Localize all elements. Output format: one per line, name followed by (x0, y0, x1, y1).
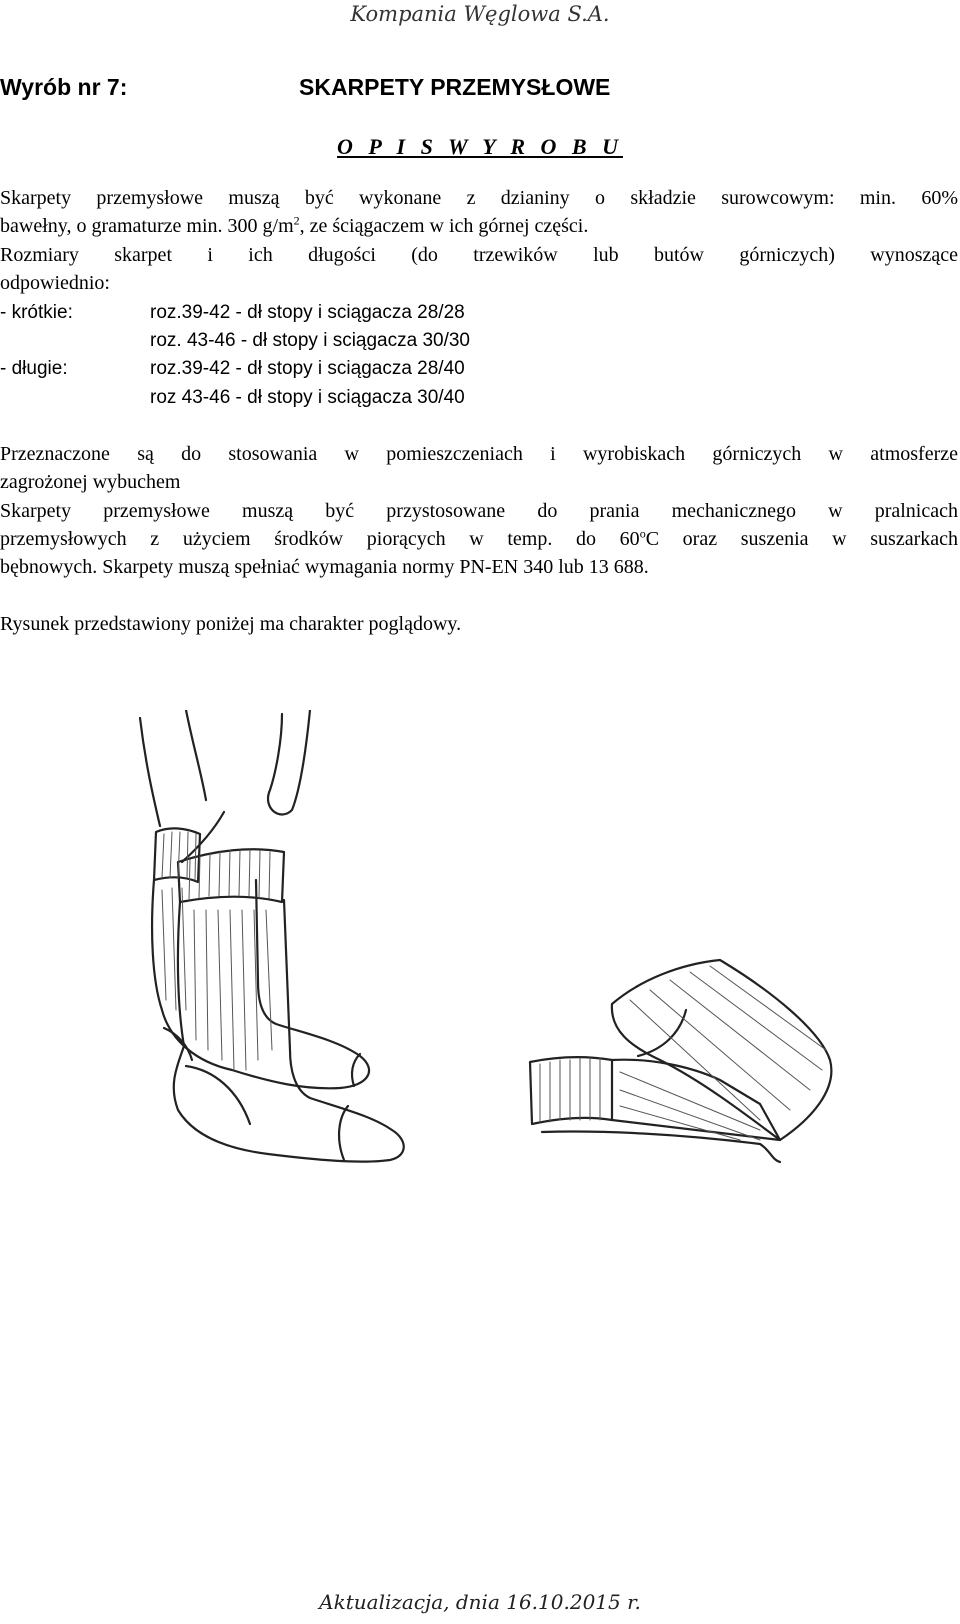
back-sock-heel (164, 1028, 192, 1060)
usage-line-1: Przeznaczone są do stosowania w pomieszczeniach i wyrobiskach górniczych w atmosferze (0, 443, 958, 465)
description-line-1: Skarpety przemysłowe muszą być wykonane z dzianiny o składzie surowcowym: min. 60% (0, 187, 958, 209)
usage-line-5: bębnowych. Skarpety muszą spełniać wymagania normy PN-EN 340 lub 13 688. (0, 556, 649, 578)
size-row (0, 355, 700, 383)
socks-illustration-icon (0, 710, 960, 1230)
size-row (0, 384, 700, 412)
back-leg-outline (186, 710, 206, 800)
superscript-squared: 2 (293, 213, 300, 228)
size-value: roz. 43-46 - dł stopy i sciągacza 30/30 (150, 330, 471, 351)
size-value: roz 43-46 - dł stopy i sciągacza 30/40 (150, 387, 465, 408)
product-name: SKARPETY PRZEMYSŁOWE (299, 74, 611, 100)
front-sock-cuff (178, 849, 284, 902)
front-leg-outline (268, 710, 310, 814)
company-header: Kompania Węglowa S.A. (350, 2, 610, 26)
size-row (0, 327, 700, 355)
folded-sock-heel (638, 1010, 686, 1056)
front-sock-toe (339, 1106, 348, 1160)
description-line-2-tail: , ze ściągaczem w ich górnej części. (299, 215, 589, 237)
footer-update-date: Aktualizacja, dnia 16.10.2015 r. (319, 1590, 641, 1614)
size-value: roz.39-42 - dł stopy i sciągacza 28/28 (150, 302, 465, 323)
description-line-3: Rozmiary skarpet i ich długości (do trzewików lub butów górniczych) wynoszące (0, 244, 958, 266)
size-value: roz.39-42 - dł stopy i sciągacza 28/40 (150, 358, 465, 379)
back-sock-cuff (154, 828, 200, 882)
usage-line-4-tail: C oraz suszenia w suszarkach (645, 528, 959, 550)
back-sock-body (152, 880, 369, 1088)
usage-line-4-text: przemysłowych z użyciem środków piorących w temp. do 60 (0, 528, 640, 550)
size-label: - krótkie: (0, 302, 73, 323)
size-label: - długie: (0, 358, 68, 379)
size-row (0, 299, 700, 327)
product-number: Wyrób nr 7: (0, 74, 128, 100)
front-sock-heel (186, 1066, 250, 1124)
front-sock-body (174, 900, 404, 1162)
usage-line-3: Skarpety przemysłowe muszą być przystosowane do prania mechanicznego w pralnicach (0, 500, 958, 522)
usage-line-4 (0, 525, 958, 554)
description-line-2 (0, 212, 958, 241)
back-leg-outline (140, 718, 160, 826)
product-line (0, 74, 960, 106)
back-sock-toe (352, 1054, 360, 1086)
illustration-note: Rysunek przedstawiony poniżej ma charakter poglądowy. (0, 613, 462, 635)
section-title: O P I S W Y R O B U (337, 134, 623, 159)
description-line-2-text: bawełny, o gramaturze min. 300 g/m (0, 215, 294, 237)
superscript-degree: o (639, 526, 646, 541)
usage-line-2: zagrożonej wybuchem (0, 471, 181, 493)
description-line-4: odpowiednio: (0, 272, 110, 294)
